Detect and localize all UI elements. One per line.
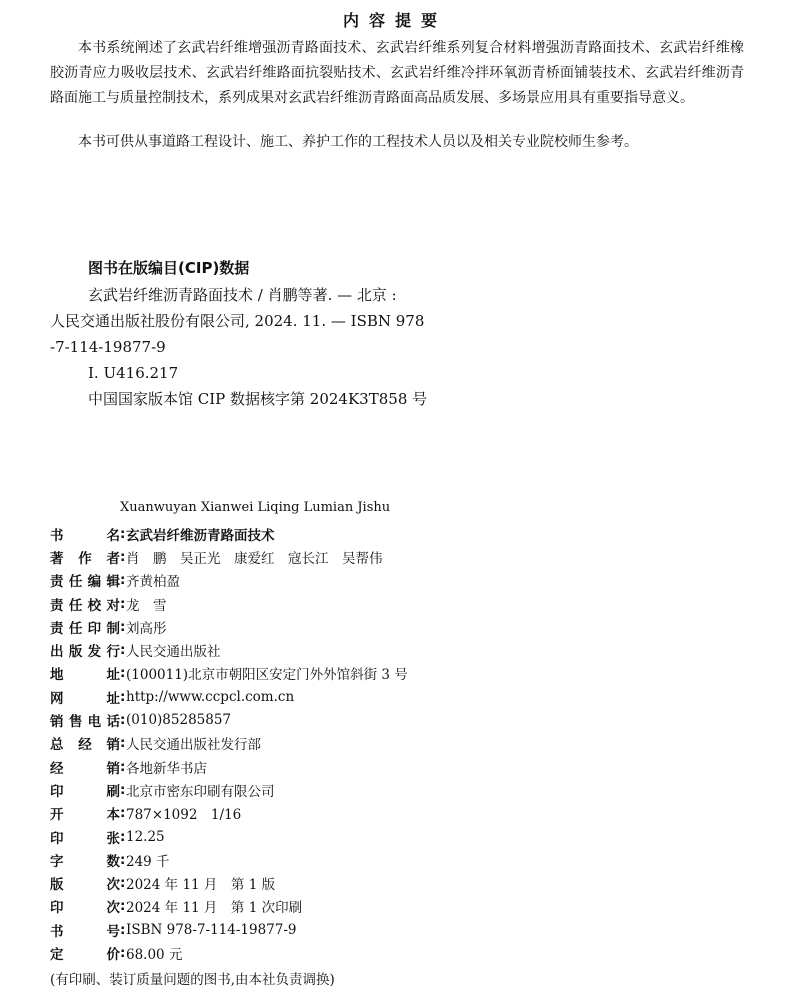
colophon-label: 网址: [50, 690, 120, 707]
colophon-value: 12.25: [126, 828, 165, 845]
cip-record-number: 中国国家版本馆 CIP 数据核字第 2024K3T858 号: [88, 390, 428, 408]
colophon-value: (100011)北京市朝阳区安定门外外馆斜街 3 号: [126, 667, 408, 684]
colophon-label: 责任印制: [50, 620, 120, 637]
colophon-value: 68.00 元: [126, 946, 183, 963]
colophon-label: 印张: [50, 830, 120, 847]
colophon-label: 责任编辑: [50, 574, 120, 591]
colophon-label: 著作者: [50, 550, 120, 567]
colophon-value: ISBN 978-7-114-19877-9: [126, 921, 297, 938]
abstract-paragraph-2: 本书可供从事道路工程设计、施工、养护工作的工程技术人员以及相关专业院校师生参考。: [78, 134, 638, 150]
colophon-list: [50, 522, 750, 965]
colophon-value: 人民交通出版社: [126, 644, 221, 661]
colophon-row: 总经销 : 人民交通出版社发行部: [50, 735, 261, 754]
colophon-label: 印次: [50, 900, 120, 917]
colophon-row: 地址 : (100011)北京市朝阳区安定门外外馆斜街 3 号: [50, 665, 408, 684]
colophon-value: 787×1092 1/16: [126, 807, 242, 824]
cip-block: [50, 256, 470, 412]
pinyin-title: Xuanwuyan Xianwei Liqing Lumian Jishu: [120, 500, 391, 515]
colophon-value: 249 千: [126, 853, 170, 870]
quality-note: (有印刷、装订质量问题的图书,由本社负责调换): [50, 972, 335, 988]
colophon-value: 肖 鹏 吴正光 康爱红 寇长江 吴帮伟: [126, 550, 383, 567]
abstract-paragraph-1: 本书系统阐述了玄武岩纤维增强沥青路面技术、玄武岩纤维系列复合材料增强沥青路面技术、玄武岩纤维橡胶沥青应力吸收层技术、玄武岩纤维路面抗裂贴技术、玄武岩纤维冷拌环氧沥青桥面铺装技术、玄武岩纤维沥青路面施工与质量控制技术，系列成果对玄武岩纤维沥青路面高品质发展、多场景应用具有重要指导意义。: [50, 40, 744, 106]
cip-line: -7-114-19877-9: [50, 338, 166, 356]
cip-line: 玄武岩纤维沥青路面技术 / 肖鹏等著. — 北京 :: [88, 286, 397, 304]
colophon-value: 龙 雪: [126, 597, 167, 614]
colophon-value: 玄武岩纤维沥青路面技术: [126, 527, 275, 544]
colophon-label: 总经销: [50, 737, 120, 754]
colophon-value: (010)85285857: [126, 712, 232, 729]
colophon-row: 印刷 : 北京市密东印刷有限公司: [50, 781, 275, 800]
colophon-value: 刘高彤: [126, 620, 167, 637]
colophon-value: 2024 年 11 月 第 1 次印刷: [126, 900, 303, 917]
colophon-row: 责任印制 : 刘高彤: [50, 618, 167, 637]
colophon-value: 齐黄柏盈: [126, 574, 180, 591]
colophon-row: 书号 : ISBN 978-7-114-19877-9: [50, 921, 297, 940]
colophon-value: 北京市密东印刷有限公司: [126, 783, 275, 800]
cip-classification: Ⅰ. U416.217: [88, 364, 179, 382]
colophon-label: 字数: [50, 853, 120, 870]
colophon-row: 版次 : 2024 年 11 月 第 1 版: [50, 875, 276, 894]
colophon-label: 销售电话: [50, 714, 120, 731]
colophon-row: 网址 : http://www.ccpcl.com.cn: [50, 688, 295, 707]
colophon-label: 开本: [50, 807, 120, 824]
colophon-row: 经销 : 各地新华书店: [50, 758, 207, 777]
colophon-value: 2024 年 11 月 第 1 版: [126, 877, 276, 894]
colophon-row: 责任校对 : 龙 雪: [50, 595, 167, 614]
colophon-label: 定价: [50, 946, 120, 963]
colophon-label: 版次: [50, 877, 120, 894]
colophon-label: 出版发行: [50, 644, 120, 661]
website-link[interactable]: http://www.ccpcl.com.cn: [126, 688, 295, 705]
colophon-row: 出版发行 : 人民交通出版社: [50, 642, 221, 661]
colophon-row: 字数 : 249 千: [50, 851, 170, 870]
colophon-label: 印刷: [50, 783, 120, 800]
colophon-row: 书名 : 玄武岩纤维沥青路面技术: [50, 525, 275, 544]
colophon-row: 开本 : 787×1092 1/16: [50, 805, 242, 824]
colophon-label: 地址: [50, 667, 120, 684]
colophon-row: 销售电话 : (010)85285857: [50, 712, 232, 731]
colophon-label: 经销: [50, 760, 120, 777]
colophon-row: 定价 : 68.00 元: [50, 944, 183, 963]
colophon-row: 责任编辑 : 齐黄柏盈: [50, 572, 180, 591]
colophon-label: 书号: [50, 923, 120, 940]
cip-heading: 图书在版编目(CIP)数据: [88, 259, 250, 277]
colophon-row: 印张 : 12.25: [50, 828, 165, 847]
colophon-label: 书名: [50, 527, 120, 544]
colophon-label: 责任校对: [50, 597, 120, 614]
abstract-title: 内容提要: [342, 11, 447, 30]
colophon-row: 印次 : 2024 年 11 月 第 1 次印刷: [50, 898, 303, 917]
colophon-value: 人民交通出版社发行部: [126, 737, 261, 754]
colophon-value: 各地新华书店: [126, 760, 207, 777]
colophon-row: 著作者 : 肖 鹏 吴正光 康爱红 寇长江 吴帮伟: [50, 548, 383, 567]
cip-line: 人民交通出版社股份有限公司, 2024. 11. — ISBN 978: [50, 312, 425, 330]
